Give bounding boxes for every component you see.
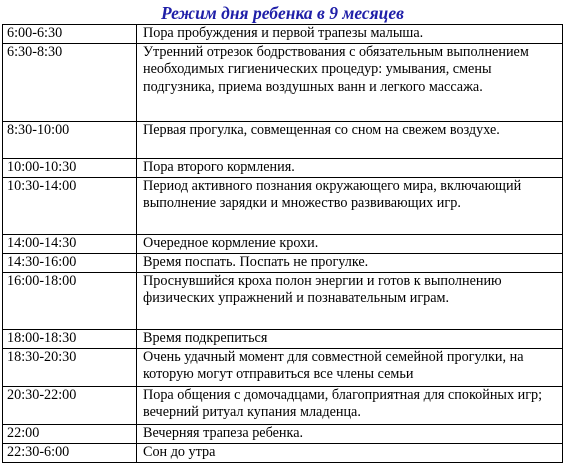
table-row	[3, 121, 563, 158]
table-row	[3, 234, 563, 253]
description-cell: Вечерняя трапеза ребенка.	[137, 424, 563, 443]
description-cell: Пора второго кормления.	[137, 158, 563, 177]
time-cell: 18:30-20:30	[3, 348, 137, 386]
description-cell: Период активного познания окружающего мира, включающий выполнение зарядки и множество развивающих игр.	[137, 177, 563, 234]
table-row	[3, 158, 563, 177]
table-row	[3, 443, 563, 462]
time-cell: 6:30-8:30	[3, 43, 137, 121]
time-cell: 22:00	[3, 424, 137, 443]
description-cell: Первая прогулка, совмещенная со сном на свежем воздухе.	[137, 121, 563, 158]
time-cell: 20:30-22:00	[3, 386, 137, 424]
time-cell: 14:00-14:30	[3, 234, 137, 253]
description-cell: Очередное кормление крохи.	[137, 234, 563, 253]
description-cell: Пора пробуждения и первой трапезы малыша.	[137, 25, 563, 44]
table-row	[3, 253, 563, 272]
description-cell: Утренний отрезок бодрствования с обязательным выполнением необходимых гигиенических процедур: умывания, смены подгузника, приема воздушных ванн и легкого массажа.	[137, 43, 563, 121]
description-cell: Сон до утра	[137, 443, 563, 462]
table-row	[3, 272, 563, 329]
table-row	[3, 386, 563, 424]
description-cell: Очень удачный момент для совместной семейной прогулки, на которую могут отправиться все члены семьи	[137, 348, 563, 386]
description-cell: Время подкрепиться	[137, 329, 563, 348]
time-cell: 18:00-18:30	[3, 329, 137, 348]
time-cell: 16:00-18:00	[3, 272, 137, 329]
time-cell: 8:30-10:00	[3, 121, 137, 158]
description-cell: Пора общения с домочадцами, благоприятная для спокойных игр; вечерний ритуал купания младенца.	[137, 386, 563, 424]
description-cell: Время поспать. Поспать не прогулке.	[137, 253, 563, 272]
table-row	[3, 25, 563, 44]
table-row	[3, 329, 563, 348]
description-cell: Проснувшийся кроха полон энергии и готов к выполнению физических упражнений и познавательным играм.	[137, 272, 563, 329]
time-cell: 14:30-16:00	[3, 253, 137, 272]
table-row	[3, 43, 563, 121]
schedule-table	[2, 24, 563, 463]
time-cell: 6:00-6:30	[3, 25, 137, 44]
document-title: Режим дня ребенка в 9 месяцев	[161, 3, 404, 23]
table-row	[3, 177, 563, 234]
time-cell: 22:30-6:00	[3, 443, 137, 462]
table-row	[3, 348, 563, 386]
time-cell: 10:30-14:00	[3, 177, 137, 234]
time-cell: 10:00-10:30	[3, 158, 137, 177]
table-row	[3, 424, 563, 443]
